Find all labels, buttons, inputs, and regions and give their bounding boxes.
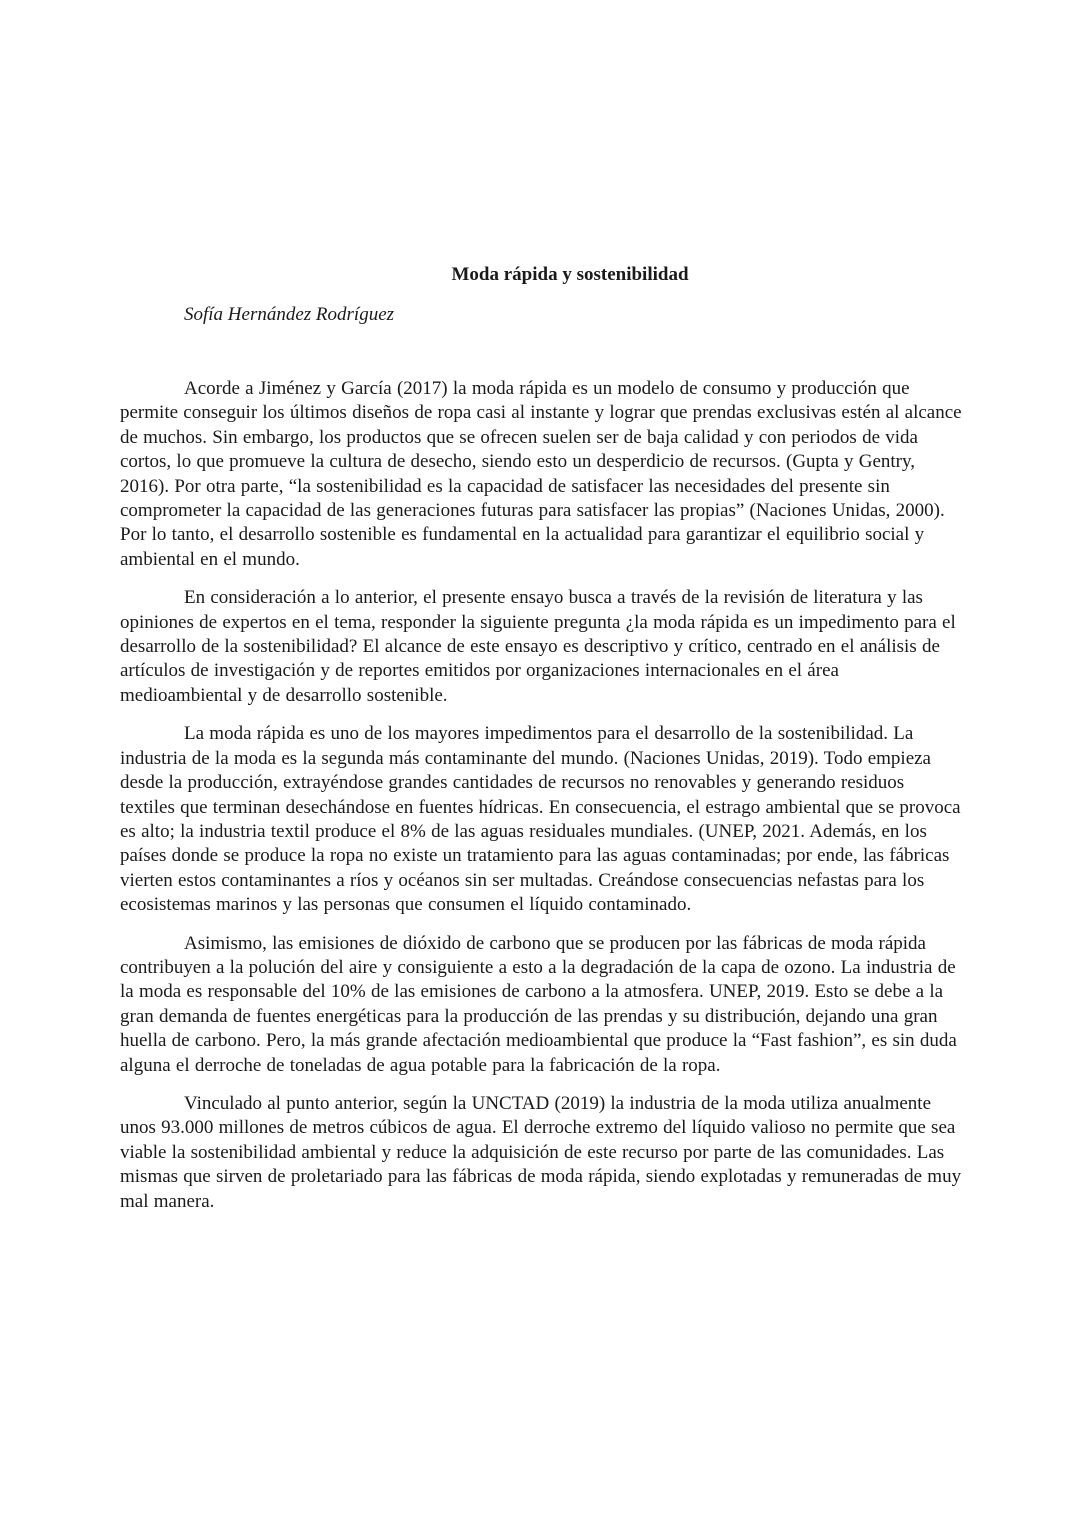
- paragraph-2: En consideración a lo anterior, el presente ensayo busca a través de la revisión de literatura y las opiniones de expertos en el tema, responder la siguiente pregunta ¿la moda rápida es un impedimento para el desarrollo de la sostenibilidad? El alcance de este ensayo es descriptivo y crítico, centrado en el análisis de artículos de investigación y de reportes emitidos por organizaciones internacionales en el área medioambiental y de desarrollo sostenible.: [120, 587, 956, 706]
- document-title: Moda rápida y sostenibilidad: [451, 264, 689, 285]
- author-name: Sofía Hernández Rodríguez: [184, 304, 395, 325]
- document-body: [120, 377, 962, 1228]
- paragraph-3: La moda rápida es uno de los mayores impedimentos para el desarrollo de la sostenibilidad. La industria de la moda es la segunda más contaminante del mundo. (Naciones Unidas, 2019). Todo empieza desde la producción, extrayéndose grandes cantidades de recursos no renovables y generando residuos textiles que terminan desechándose en fuentes hídricas. En consecuencia, el estrago ambiental que se provoca es alto; la industria textil produce el 8% de las aguas residuales mundiales. (UNEP, 2021. Además, en los países donde se produce la ropa no existe un tratamiento para las aguas contaminadas; por ende, las fábricas vierten estos contaminantes a ríos y océanos sin ser multadas. Creándose consecuencias nefastas para los ecosistemas marinos y las personas que consumen el líquido contaminado.: [120, 723, 961, 916]
- paragraph-5: Vinculado al punto anterior, según la UNCTAD (2019) la industria de la moda utiliza anualmente unos 93.000 millones de metros cúbicos de agua. El derroche extremo del líquido valioso no permite que sea viable la sostenibilidad ambiental y reduce la adquisición de este recurso por parte de las comunidades. Las mismas que sirven de proletariado para las fábricas de moda rápida, siendo explotadas y remuneradas de muy mal manera.: [120, 1092, 962, 1212]
- paragraph-4: Asimismo, las emisiones de dióxido de carbono que se producen por las fábricas de moda rápida contribuyen a la polución del aire y consiguiente a esto a la degradación de la capa de ozono. La industria de la moda es responsable del 10% de las emisiones de carbono a la atmosfera. UNEP, 2019. Esto se debe a la gran demanda de fuentes energéticas para la producción de las prendas y su distribución, dejando una gran huella de carbono. Pero, la más grande afectación medioambiental que produce la “Fast fashion”, es sin duda alguna el derroche de toneladas de agua potable para la fabricación de la ropa.: [120, 932, 957, 1076]
- paragraph-1: Acorde a Jiménez y García (2017) la moda rápida es un modelo de consumo y producción que permite conseguir los últimos diseños de ropa casi al instante y lograr que prendas exclusivas estén al alcance de muchos. Sin embargo, los productos que se ofrecen suelen ser de baja calidad y con periodos de vida cortos, lo que promueve la cultura de desecho, siendo esto un desperdicio de recursos. (Gupta y Gentry, 2016). Por otra parte, “la sostenibilidad es la capacidad de satisfacer las necesidades del presente sin comprometer la capacidad de las generaciones futuras para satisfacer las propias” (Naciones Unidas, 2000). Por lo tanto, el desarrollo sostenible es fundamental en la actualidad para garantizar el equilibrio social y ambiental en el mundo.: [120, 378, 962, 570]
